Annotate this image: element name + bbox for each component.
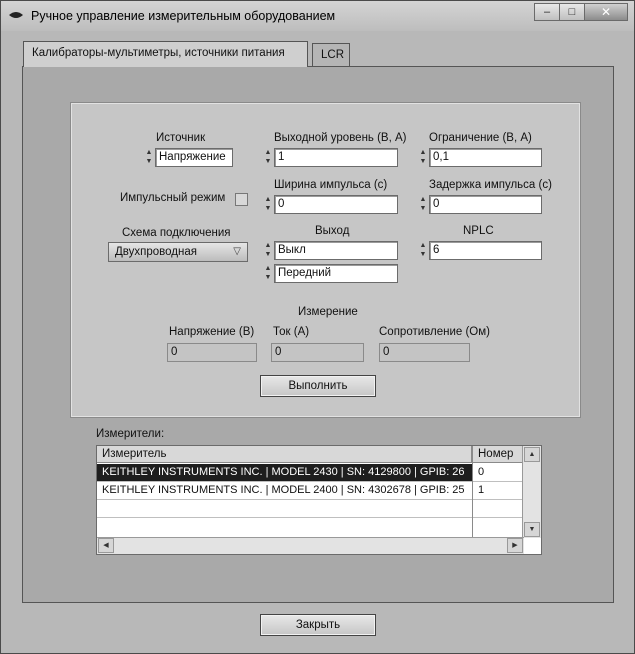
meter-row-number[interactable]: 1: [478, 484, 485, 496]
connection-dropdown[interactable]: [108, 242, 248, 262]
connection-value: Двухпроводная: [115, 246, 197, 258]
meter-row-number[interactable]: 0: [478, 466, 485, 478]
pulse-mode-checkbox[interactable]: [235, 193, 248, 206]
source-spin-icon[interactable]: ▲ ▼: [145, 149, 153, 165]
output-level-spin-icon[interactable]: ▲ ▼: [264, 149, 272, 165]
limit-field[interactable]: 0,1: [429, 148, 542, 167]
output-state-field[interactable]: Выкл: [274, 241, 398, 260]
measurement-title: Измерение: [298, 306, 358, 318]
grid-line: [97, 517, 523, 518]
pulse-mode-label: Импульсный режим: [120, 192, 226, 204]
output-terminal-field[interactable]: Передний: [274, 264, 398, 283]
tab-calibrators[interactable]: Калибраторы-мультиметры, источники питания: [23, 41, 308, 67]
output-level-label: Выходной уровень (В, А): [274, 132, 407, 144]
source-label: Источник: [156, 132, 206, 144]
resistance-label: Сопротивление (Ом): [379, 326, 490, 338]
output-level-field[interactable]: 1: [274, 148, 398, 167]
column-header-number[interactable]: Номер: [473, 446, 523, 463]
output-state-spin-icon[interactable]: ▲ ▼: [264, 242, 272, 258]
meters-label: Измерители:: [96, 428, 165, 440]
scroll-right-icon[interactable]: ▶: [507, 538, 523, 553]
vertical-scrollbar[interactable]: [522, 446, 541, 538]
minimize-button[interactable]: [534, 3, 560, 21]
output-label: Выход: [315, 225, 350, 237]
nplc-spin-icon[interactable]: ▲ ▼: [419, 242, 427, 258]
meter-row[interactable]: KEITHLEY INSTRUMENTS INC. | MODEL 2400 | SN: 4302678 | GPIB: 25: [102, 484, 465, 496]
title-bar: [1, 1, 634, 31]
limit-label: Ограничение (В, А): [429, 132, 532, 144]
scroll-down-icon[interactable]: ▼: [524, 522, 540, 537]
maximize-icon: □: [568, 6, 576, 18]
column-divider: [472, 446, 473, 538]
limit-spin-icon[interactable]: ▲ ▼: [419, 149, 427, 165]
column-header-meter[interactable]: Измеритель: [97, 446, 472, 463]
meters-list[interactable]: [96, 445, 542, 555]
dropdown-arrow-icon: ▽: [233, 246, 241, 257]
minimize-icon: –: [543, 6, 551, 18]
meter-row[interactable]: KEITHLEY INSTRUMENTS INC. | MODEL 2430 | SN: 4129800 | GPIB: 26: [97, 464, 472, 481]
app-icon: [9, 11, 23, 19]
window-controls: [534, 3, 628, 21]
output-terminal-spin-icon[interactable]: ▲ ▼: [264, 265, 272, 281]
pulse-width-label: Ширина импульса (с): [274, 179, 388, 191]
current-label: Ток (А): [273, 326, 310, 338]
pulse-delay-spin-icon[interactable]: ▲ ▼: [419, 196, 427, 212]
source-field[interactable]: Напряжение: [155, 148, 233, 167]
grid-line: [97, 499, 523, 500]
nplc-label: NPLC: [463, 225, 494, 237]
connection-label: Схема подключения: [122, 227, 231, 239]
window-title: Ручное управление измерительным оборудованием: [31, 9, 336, 23]
grid-line: [97, 481, 523, 482]
close-window-button[interactable]: [584, 3, 628, 21]
maximize-button[interactable]: [559, 3, 585, 21]
pulse-delay-field[interactable]: 0: [429, 195, 542, 214]
close-button[interactable]: Закрыть: [260, 614, 376, 636]
current-value: 0: [271, 343, 364, 362]
scroll-left-icon[interactable]: ◀: [98, 538, 114, 553]
horizontal-scrollbar[interactable]: [97, 537, 524, 554]
close-icon: ✕: [600, 5, 612, 19]
pulse-width-spin-icon[interactable]: ▲ ▼: [264, 196, 272, 212]
resistance-value: 0: [379, 343, 470, 362]
tab-lcr[interactable]: LCR: [312, 43, 350, 67]
execute-button[interactable]: Выполнить: [260, 375, 376, 397]
voltage-label: Напряжение (В): [169, 326, 255, 338]
scroll-up-icon[interactable]: ▲: [524, 447, 540, 462]
voltage-value: 0: [167, 343, 257, 362]
pulse-width-field[interactable]: 0: [274, 195, 398, 214]
nplc-field[interactable]: 6: [429, 241, 542, 260]
pulse-delay-label: Задержка импульса (с): [429, 179, 552, 191]
